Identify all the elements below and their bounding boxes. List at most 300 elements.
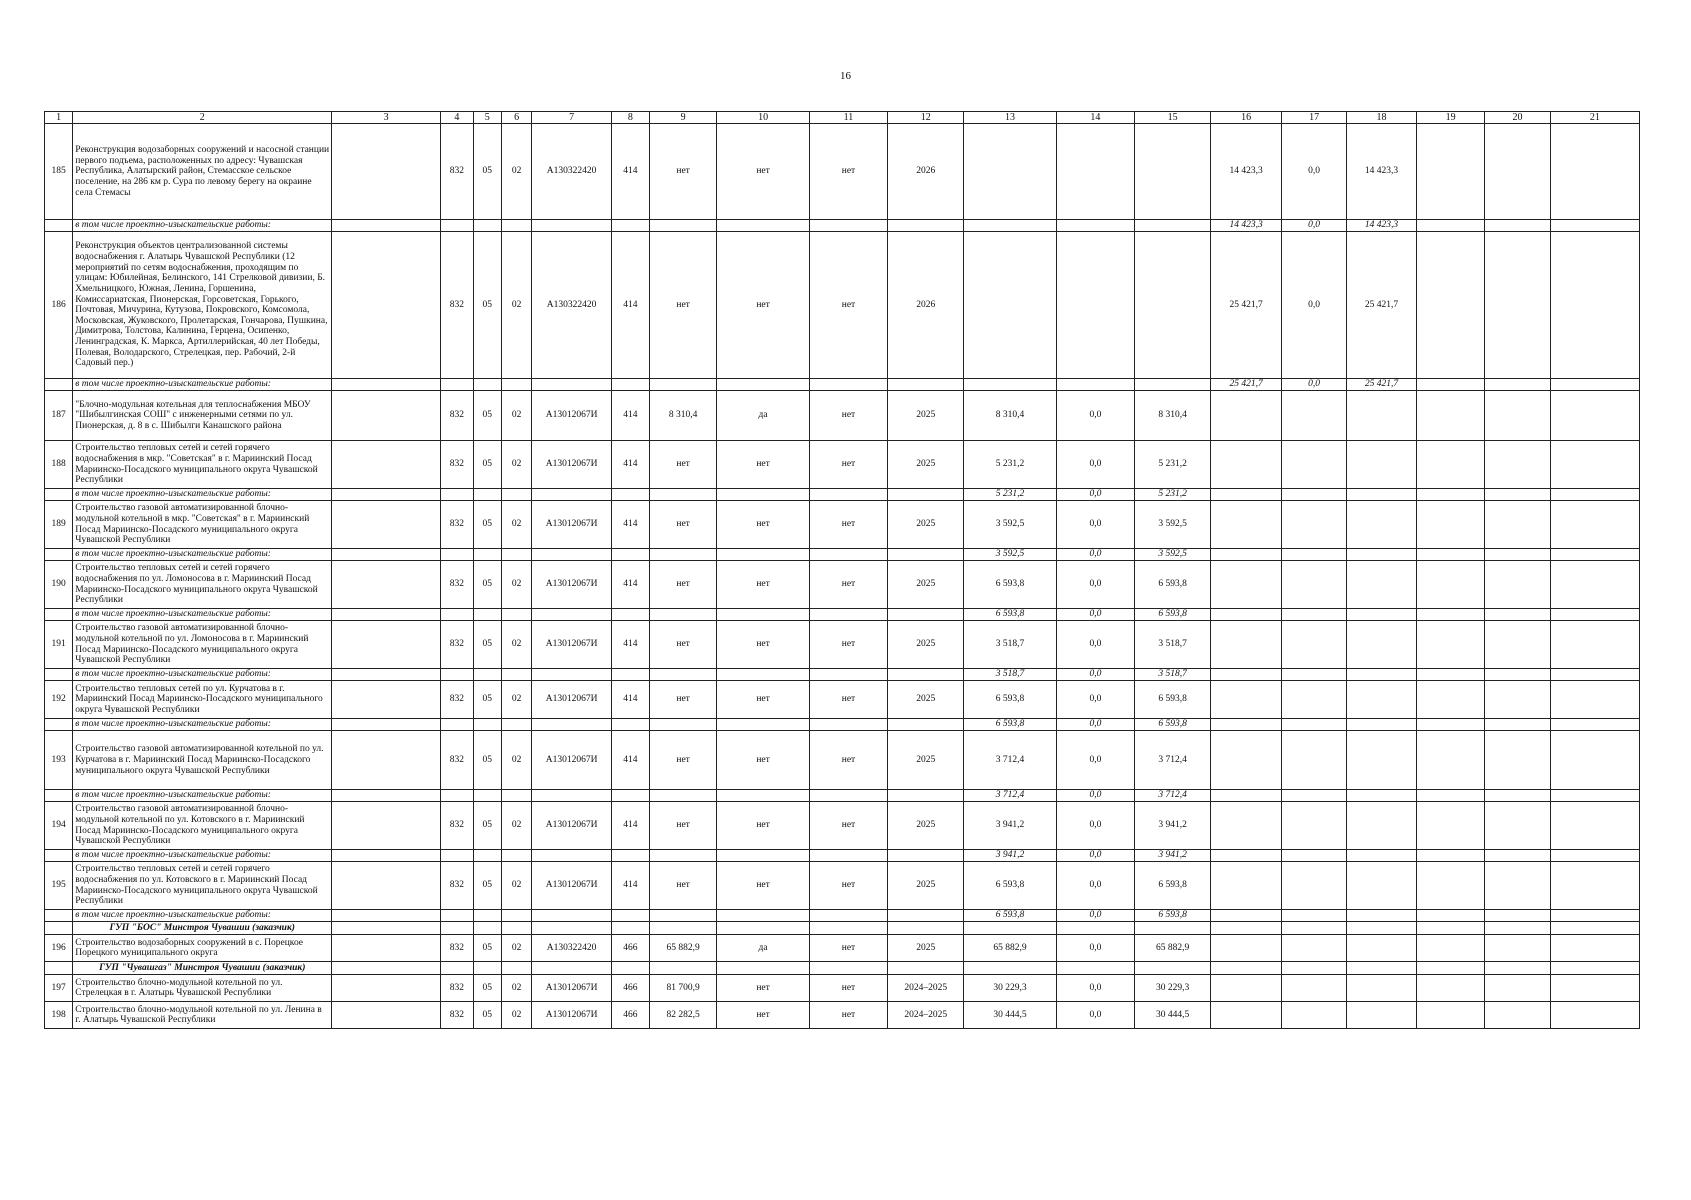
value-cell — [649, 220, 716, 232]
value-cell: 0,0 — [1056, 935, 1134, 962]
value-cell — [809, 910, 887, 922]
value-cell: 6 593,8 — [964, 609, 1056, 621]
value-cell — [1347, 850, 1417, 862]
table-row — [45, 975, 1640, 1002]
value-cell: 466 — [611, 975, 649, 1002]
value-cell: 3 592,5 — [1135, 501, 1211, 549]
value-cell — [332, 379, 441, 391]
value-cell: нет — [649, 862, 716, 910]
value-cell — [332, 489, 441, 501]
section-header-row — [45, 962, 1640, 975]
object-name-cell: в том числе проектно-изыскательские работы: — [73, 910, 332, 922]
value-cell: нет — [717, 501, 809, 549]
value-cell — [1135, 124, 1211, 220]
value-cell — [1416, 232, 1485, 379]
value-cell — [1485, 220, 1550, 232]
value-cell — [888, 549, 964, 561]
value-cell — [1135, 379, 1211, 391]
value-cell — [1550, 975, 1639, 1002]
value-cell: нет — [717, 561, 809, 609]
value-cell: нет — [809, 681, 887, 719]
empty-cell — [501, 962, 531, 975]
value-cell: 832 — [441, 501, 474, 549]
value-cell: 414 — [611, 441, 649, 489]
object-name-cell: в том числе проектно-изыскательские работы: — [73, 220, 332, 232]
value-cell — [611, 719, 649, 731]
value-cell — [1416, 124, 1485, 220]
value-cell: 3 592,5 — [964, 549, 1056, 561]
value-cell — [1211, 935, 1282, 962]
value-cell: 02 — [501, 862, 531, 910]
value-cell — [1281, 790, 1346, 802]
value-cell — [1281, 975, 1346, 1002]
value-cell — [332, 975, 441, 1002]
value-cell — [649, 790, 716, 802]
value-cell: А13012067И — [532, 862, 611, 910]
row-number-cell: 198 — [45, 1002, 73, 1029]
table-row — [45, 802, 1640, 850]
value-cell: 02 — [501, 124, 531, 220]
value-cell: нет — [717, 232, 809, 379]
value-cell — [1550, 935, 1639, 962]
value-cell: нет — [809, 802, 887, 850]
value-cell: нет — [809, 441, 887, 489]
value-cell: 2024–2025 — [888, 1002, 964, 1029]
object-name-cell: в том числе проектно-изыскательские работы: — [73, 549, 332, 561]
value-cell: 466 — [611, 1002, 649, 1029]
value-cell — [332, 681, 441, 719]
value-cell — [441, 790, 474, 802]
value-cell: нет — [809, 975, 887, 1002]
object-name-cell: Строительство тепловых сетей и сетей горячего водоснабжения в мкр. "Советская" в г. Мариинский Посад Мариинско-Посадского муниципального округа Чувашской Республики — [73, 441, 332, 489]
value-cell — [649, 669, 716, 681]
value-cell: 0,0 — [1056, 731, 1134, 790]
empty-cell — [1056, 962, 1134, 975]
value-cell — [649, 850, 716, 862]
value-cell: 02 — [501, 501, 531, 549]
value-cell: 0,0 — [1056, 501, 1134, 549]
value-cell — [1281, 862, 1346, 910]
value-cell — [332, 850, 441, 862]
value-cell: 25 421,7 — [1211, 379, 1282, 391]
value-cell: А13012067И — [532, 621, 611, 669]
value-cell — [1485, 379, 1550, 391]
value-cell — [1550, 910, 1639, 922]
empty-cell — [717, 962, 809, 975]
value-cell: 2025 — [888, 621, 964, 669]
value-cell — [964, 379, 1056, 391]
value-cell — [332, 862, 441, 910]
value-cell: 414 — [611, 621, 649, 669]
row-number-cell: 188 — [45, 441, 73, 489]
value-cell — [1550, 1002, 1639, 1029]
row-number-cell — [45, 609, 73, 621]
empty-cell — [501, 922, 531, 935]
empty-cell — [473, 962, 501, 975]
value-cell — [809, 220, 887, 232]
value-cell — [1550, 621, 1639, 669]
value-cell — [332, 391, 441, 441]
value-cell — [1416, 379, 1485, 391]
value-cell: 30 444,5 — [964, 1002, 1056, 1029]
value-cell: 3 941,2 — [1135, 802, 1211, 850]
value-cell — [649, 549, 716, 561]
value-cell: 02 — [501, 681, 531, 719]
table-row — [45, 1002, 1640, 1029]
value-cell — [809, 379, 887, 391]
value-cell — [1485, 935, 1550, 962]
value-cell — [1135, 220, 1211, 232]
value-cell — [473, 379, 501, 391]
value-cell — [1485, 561, 1550, 609]
value-cell: 832 — [441, 232, 474, 379]
value-cell: 414 — [611, 124, 649, 220]
value-cell — [1485, 790, 1550, 802]
value-cell — [1211, 681, 1282, 719]
column-number: 18 — [1347, 112, 1417, 124]
value-cell: 05 — [473, 561, 501, 609]
value-cell — [1485, 975, 1550, 1002]
value-cell: 3 941,2 — [1135, 850, 1211, 862]
value-cell — [717, 609, 809, 621]
value-cell: 05 — [473, 935, 501, 962]
value-cell — [1281, 441, 1346, 489]
value-cell — [1416, 220, 1485, 232]
value-cell: 5 231,2 — [964, 489, 1056, 501]
row-number-cell: 186 — [45, 232, 73, 379]
value-cell: 6 593,8 — [1135, 719, 1211, 731]
value-cell: 0,0 — [1056, 669, 1134, 681]
row-number-cell: 189 — [45, 501, 73, 549]
value-cell: 02 — [501, 561, 531, 609]
value-cell — [501, 850, 531, 862]
value-cell — [332, 935, 441, 962]
value-cell — [1211, 441, 1282, 489]
value-cell: 05 — [473, 1002, 501, 1029]
value-cell — [717, 910, 809, 922]
value-cell — [1347, 719, 1417, 731]
value-cell — [1485, 719, 1550, 731]
value-cell — [1211, 850, 1282, 862]
value-cell — [1550, 441, 1639, 489]
value-cell — [501, 549, 531, 561]
value-cell — [332, 719, 441, 731]
value-cell: 6 593,8 — [1135, 910, 1211, 922]
value-cell: 2025 — [888, 501, 964, 549]
value-cell: 3 518,7 — [964, 669, 1056, 681]
value-cell — [888, 220, 964, 232]
value-cell — [1550, 220, 1639, 232]
table-row — [45, 862, 1640, 910]
value-cell — [332, 441, 441, 489]
value-cell — [1211, 501, 1282, 549]
row-number-cell: 192 — [45, 681, 73, 719]
value-cell — [1281, 609, 1346, 621]
value-cell: нет — [809, 935, 887, 962]
value-cell: 14 423,3 — [1211, 124, 1282, 220]
value-cell — [1416, 441, 1485, 489]
value-cell — [473, 719, 501, 731]
value-cell — [1416, 850, 1485, 862]
value-cell — [1211, 790, 1282, 802]
row-number-cell: 196 — [45, 935, 73, 962]
value-cell: 0,0 — [1056, 862, 1134, 910]
value-cell: 30 229,3 — [964, 975, 1056, 1002]
row-number-cell — [45, 910, 73, 922]
object-name-cell: "Блочно-модульная котельная для теплоснабжения МБОУ "Шибылгинская СОШ" с инженерными сетями по ул. Пионерская, д. 8 в с. Шибылги Канашского района — [73, 391, 332, 441]
object-name-cell: Реконструкция водозаборных сооружений и насосной станции первого подъема, расположенных по адресу: Чувашская Республика, Алатырский район, Стемасское сельское поселение, на 286 км р. Сура по левому берегу на окраине села Стемасы — [73, 124, 332, 220]
value-cell: нет — [717, 681, 809, 719]
object-name-cell: Строительство газовой автоматизированной блочно-модульной котельной по ул. Ломоносова в г. Мариинский Посад Мариинско-Посадского муниципального округа Чувашской Республики — [73, 621, 332, 669]
value-cell — [1550, 501, 1639, 549]
value-cell — [532, 489, 611, 501]
value-cell — [1485, 232, 1550, 379]
value-cell — [611, 609, 649, 621]
value-cell: 0,0 — [1056, 850, 1134, 862]
value-cell — [888, 850, 964, 862]
empty-cell — [473, 922, 501, 935]
object-name-cell: Строительство газовой автоматизированной котельной по ул. Курчатова в г. Мариинский Посад Мариинско-Посадского муниципального округа Чувашской Республики — [73, 731, 332, 790]
value-cell — [1416, 609, 1485, 621]
value-cell: 02 — [501, 391, 531, 441]
value-cell — [1416, 935, 1485, 962]
value-cell — [611, 910, 649, 922]
value-cell: 3 518,7 — [1135, 621, 1211, 669]
value-cell — [1347, 561, 1417, 609]
value-cell — [1211, 910, 1282, 922]
value-cell — [1416, 621, 1485, 669]
value-cell — [888, 489, 964, 501]
value-cell — [1347, 975, 1417, 1002]
value-cell — [1485, 124, 1550, 220]
object-name-cell: в том числе проектно-изыскательские работы: — [73, 489, 332, 501]
column-number: 6 — [501, 112, 531, 124]
empty-cell — [45, 922, 73, 935]
column-number: 19 — [1416, 112, 1485, 124]
value-cell — [1550, 862, 1639, 910]
value-cell — [1550, 391, 1639, 441]
value-cell: 05 — [473, 681, 501, 719]
value-cell — [717, 850, 809, 862]
empty-cell — [1347, 962, 1417, 975]
empty-cell — [964, 962, 1056, 975]
value-cell: 3 592,5 — [1135, 549, 1211, 561]
value-cell — [473, 669, 501, 681]
row-number-cell — [45, 790, 73, 802]
value-cell — [441, 220, 474, 232]
value-cell — [332, 501, 441, 549]
value-cell: 0,0 — [1281, 124, 1346, 220]
empty-cell — [1485, 922, 1550, 935]
object-name-cell: Строительство тепловых сетей и сетей горячего водоснабжения по ул. Ломоносова в г. Мариинский Посад Мариинско-Посадского муниципального округа Чувашской Республики — [73, 561, 332, 609]
value-cell — [649, 379, 716, 391]
value-cell — [1135, 232, 1211, 379]
column-number: 17 — [1281, 112, 1346, 124]
empty-cell — [888, 922, 964, 935]
row-number-cell — [45, 489, 73, 501]
value-cell: нет — [649, 441, 716, 489]
value-cell: 414 — [611, 681, 649, 719]
value-cell: нет — [717, 802, 809, 850]
value-cell: 0,0 — [1056, 975, 1134, 1002]
value-cell — [1056, 124, 1134, 220]
value-cell — [888, 719, 964, 731]
value-cell: 414 — [611, 391, 649, 441]
empty-cell — [1485, 962, 1550, 975]
value-cell: 6 593,8 — [1135, 609, 1211, 621]
value-cell — [1485, 681, 1550, 719]
value-cell — [1211, 975, 1282, 1002]
value-cell — [332, 621, 441, 669]
value-cell — [1416, 910, 1485, 922]
value-cell — [1485, 850, 1550, 862]
empty-cell — [888, 962, 964, 975]
row-number-cell: 193 — [45, 731, 73, 790]
object-name-cell: в том числе проектно-изыскательские работы: — [73, 669, 332, 681]
value-cell — [888, 609, 964, 621]
value-cell — [1416, 802, 1485, 850]
value-cell — [332, 220, 441, 232]
value-cell — [809, 609, 887, 621]
value-cell: 02 — [501, 1002, 531, 1029]
value-cell — [1347, 1002, 1417, 1029]
value-cell — [532, 790, 611, 802]
value-cell — [1485, 1002, 1550, 1029]
value-cell — [649, 489, 716, 501]
object-name-cell: Строительство водозаборных сооружений в с. Порецкое Порецкого муниципального округа — [73, 935, 332, 962]
value-cell: А13012067И — [532, 802, 611, 850]
value-cell — [1416, 561, 1485, 609]
value-cell: 02 — [501, 232, 531, 379]
value-cell — [964, 220, 1056, 232]
value-cell: да — [717, 935, 809, 962]
column-number: 21 — [1550, 112, 1639, 124]
value-cell: А130322420 — [532, 124, 611, 220]
value-cell — [888, 910, 964, 922]
column-number: 10 — [717, 112, 809, 124]
value-cell — [611, 549, 649, 561]
subtotal-row — [45, 549, 1640, 561]
value-cell: 832 — [441, 621, 474, 669]
empty-cell — [1135, 922, 1211, 935]
value-cell: 6 593,8 — [1135, 862, 1211, 910]
value-cell — [1347, 862, 1417, 910]
value-cell: нет — [809, 232, 887, 379]
value-cell: 05 — [473, 124, 501, 220]
value-cell: 0,0 — [1056, 719, 1134, 731]
value-cell — [332, 802, 441, 850]
value-cell: А13012067И — [532, 391, 611, 441]
empty-cell — [611, 962, 649, 975]
value-cell — [1211, 489, 1282, 501]
value-cell: нет — [809, 1002, 887, 1029]
value-cell: 832 — [441, 975, 474, 1002]
value-cell: 82 282,5 — [649, 1002, 716, 1029]
object-name-cell: в том числе проектно-изыскательские работы: — [73, 850, 332, 862]
value-cell — [441, 719, 474, 731]
value-cell: 25 421,7 — [1211, 232, 1282, 379]
value-cell: А130322420 — [532, 935, 611, 962]
value-cell — [1281, 561, 1346, 609]
value-cell — [501, 379, 531, 391]
value-cell — [1550, 850, 1639, 862]
value-cell: 3 592,5 — [964, 501, 1056, 549]
value-cell — [1281, 501, 1346, 549]
table-row — [45, 124, 1640, 220]
subtotal-row — [45, 489, 1640, 501]
column-number: 16 — [1211, 112, 1282, 124]
value-cell — [441, 669, 474, 681]
data-table — [44, 111, 1640, 1029]
value-cell: 414 — [611, 862, 649, 910]
empty-cell — [649, 922, 716, 935]
table-row — [45, 621, 1640, 669]
value-cell: 2025 — [888, 561, 964, 609]
row-number-cell: 197 — [45, 975, 73, 1002]
value-cell — [1347, 910, 1417, 922]
value-cell — [1416, 975, 1485, 1002]
value-cell: 6 593,8 — [964, 910, 1056, 922]
subtotal-row — [45, 719, 1640, 731]
value-cell: 6 593,8 — [964, 681, 1056, 719]
value-cell — [441, 910, 474, 922]
value-cell — [1347, 621, 1417, 669]
object-name-cell: Реконструкция объектов централизованной системы водоснабжения г. Алатырь Чувашской Республики (12 мероприятий по сетям водоснабжения, проходящим по улицам: Юбилейная, Белинского, 141 Стрелковой дивизии, Б. Хмельницкого, Южная, Ленина, Горшенина, Комиссариатская, Пионерская, Горсоветская, Горького, Почтовая, Мичурина, Кутузова, Покровского, Комсомола, Московская, Жуковского, Пролетарская, Гончарова, Пушкина, Димитрова, Толстова, Калинина, Герцена, Осипенко, Ленинградская, К. Маркса, Артиллерийская, 40 лет Победы, Полевая, Володарского, Стрелецкая, пер. Рабочий, 2-й Садовый пер.) — [73, 232, 332, 379]
value-cell — [532, 850, 611, 862]
empty-cell — [649, 962, 716, 975]
value-cell: А13012067И — [532, 441, 611, 489]
value-cell — [809, 790, 887, 802]
value-cell — [1416, 669, 1485, 681]
value-cell — [1056, 379, 1134, 391]
value-cell — [1485, 501, 1550, 549]
value-cell — [1347, 669, 1417, 681]
value-cell — [1485, 910, 1550, 922]
value-cell — [441, 850, 474, 862]
value-cell — [1416, 489, 1485, 501]
object-name-cell: Строительство блочно-модульной котельной по ул. Стрелецкая в г. Алатырь Чувашской Республики — [73, 975, 332, 1002]
row-number-cell — [45, 549, 73, 561]
value-cell — [1211, 1002, 1282, 1029]
value-cell: 414 — [611, 232, 649, 379]
value-cell: 14 423,3 — [1347, 220, 1417, 232]
row-number-cell: 195 — [45, 862, 73, 910]
value-cell: 5 231,2 — [1135, 441, 1211, 489]
value-cell — [1550, 669, 1639, 681]
value-cell: 0,0 — [1281, 220, 1346, 232]
empty-cell — [611, 922, 649, 935]
value-cell — [1347, 681, 1417, 719]
value-cell: А13012067И — [532, 681, 611, 719]
value-cell — [473, 910, 501, 922]
value-cell: нет — [717, 1002, 809, 1029]
value-cell: 65 882,9 — [1135, 935, 1211, 962]
value-cell — [1485, 441, 1550, 489]
column-number: 8 — [611, 112, 649, 124]
value-cell — [717, 220, 809, 232]
value-cell — [1416, 790, 1485, 802]
value-cell — [1281, 850, 1346, 862]
value-cell: 5 231,2 — [964, 441, 1056, 489]
value-cell — [1550, 489, 1639, 501]
value-cell: 14 423,3 — [1347, 124, 1417, 220]
value-cell: А13012067И — [532, 975, 611, 1002]
value-cell — [1281, 489, 1346, 501]
value-cell — [532, 379, 611, 391]
value-cell — [1347, 802, 1417, 850]
value-cell: 0,0 — [1056, 549, 1134, 561]
value-cell: нет — [809, 561, 887, 609]
